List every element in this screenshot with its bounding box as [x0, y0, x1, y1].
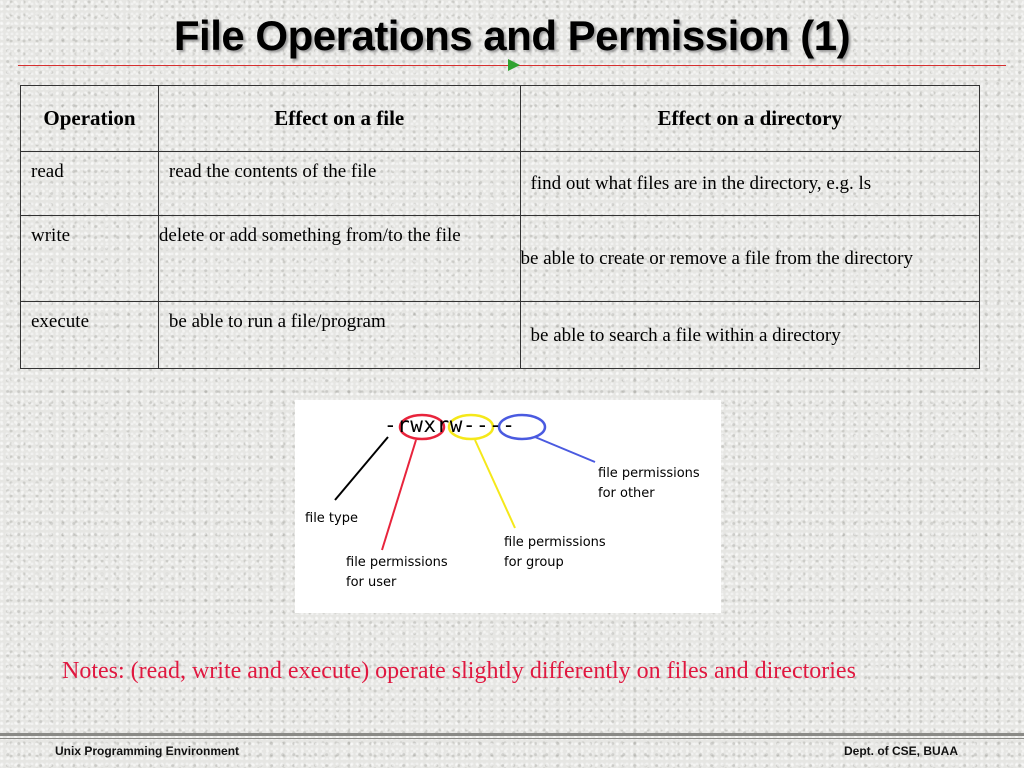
play-arrow-icon: [508, 59, 520, 71]
cell-operation: read: [21, 152, 159, 216]
table-row: [21, 302, 980, 369]
cell-directory-effect: be able to create or remove a file from the directory: [520, 216, 979, 302]
slide-notes: Notes: (read, write and execute) operate slightly differently on files and directories: [62, 658, 856, 684]
footer-divider: [0, 733, 1024, 736]
label-user-permissions: [346, 553, 448, 593]
group-pointer-line: [475, 440, 515, 528]
footer-course-name: Unix Programming Environment: [55, 744, 240, 758]
cell-file-effect: delete or add something from/to the file: [158, 216, 520, 302]
table-row: [21, 216, 980, 302]
header-operation: Operation: [21, 86, 159, 152]
label-user-line2: for user: [346, 575, 397, 590]
slide-title: File Operations and Permission (1): [173, 12, 851, 59]
table-row: [21, 152, 980, 216]
footer-divider-thin: [0, 738, 1024, 739]
label-group-line1: file permissions: [504, 535, 606, 550]
user-pointer-line: [382, 440, 416, 550]
cell-file-effect: be able to run a file/program: [158, 302, 520, 369]
cell-operation: write: [21, 216, 159, 302]
header-effect-directory: Effect on a directory: [520, 86, 979, 152]
cell-directory-effect: find out what files are in the directory, e.g. ls: [520, 152, 979, 216]
label-other-line2: for other: [598, 486, 655, 501]
footer-department: Dept. of CSE, BUAA: [844, 744, 958, 758]
permission-string: -rwxrw----: [384, 413, 516, 437]
cell-directory-effect: be able to search a file within a directory: [520, 302, 979, 369]
table-header-row: [21, 86, 980, 152]
label-other-line1: file permissions: [598, 466, 700, 481]
permission-diagram: [295, 400, 721, 613]
label-file-type: file type: [305, 511, 358, 526]
file-type-pointer-line: [335, 437, 388, 500]
label-group-line2: for group: [504, 555, 564, 570]
label-group-permissions: [504, 533, 606, 573]
header-effect-file: Effect on a file: [158, 86, 520, 152]
operations-table: [20, 85, 980, 369]
cell-operation: execute: [21, 302, 159, 369]
other-pointer-line: [535, 437, 595, 462]
label-user-line1: file permissions: [346, 555, 448, 570]
cell-file-effect: read the contents of the file: [158, 152, 520, 216]
label-other-permissions: [598, 464, 700, 504]
